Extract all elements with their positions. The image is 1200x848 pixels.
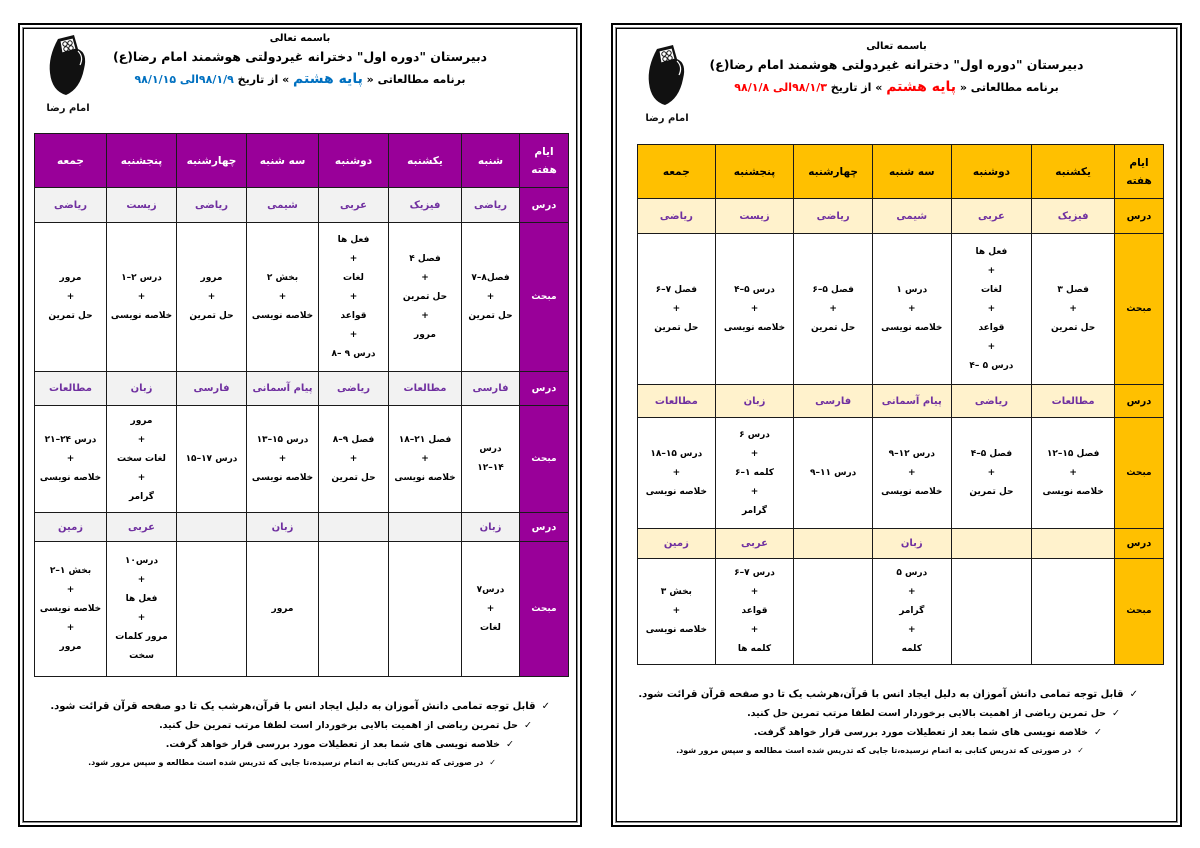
topic-line: قواعد: [978, 322, 1005, 333]
subject-cell: [1032, 529, 1115, 559]
note-item: [638, 708, 1120, 727]
topic-line: درس ۹ –۸: [331, 348, 376, 359]
topic-line: درس۱۰: [124, 556, 159, 566]
topic-cell: [794, 559, 873, 665]
check-icon: ✓: [1129, 689, 1138, 700]
topic-cell: [872, 234, 951, 385]
subject-cell: فارسی: [794, 385, 873, 418]
topic-cell: [177, 406, 247, 513]
topic-row-label: مبحث: [520, 542, 569, 677]
day-header: دوشنبه: [951, 145, 1032, 199]
subject-cell: زمین: [35, 513, 107, 542]
topic-line: +: [137, 472, 146, 483]
topic-cell: [872, 559, 951, 665]
note-text: خلاصه نویسی های شما بعد از تعطیلات مورد بررسی قرار خواهد گرفت.: [165, 739, 501, 750]
topic-line: مرور: [414, 329, 436, 340]
topic-row: [638, 234, 1164, 385]
days-header-row: [638, 145, 1164, 199]
subject-row-label: درس: [1114, 529, 1163, 559]
program-prefix: برنامه مطالعاتی: [377, 73, 466, 86]
subject-cell: [951, 529, 1032, 559]
logo-text: امام رضا: [46, 103, 90, 114]
subject-row: [638, 199, 1164, 234]
topic-row-label: مبحث: [1114, 418, 1163, 529]
subject-cell: ریاضی: [951, 385, 1032, 418]
topic-line: درس ۲–۱: [121, 272, 162, 283]
subject-row-label: درس: [520, 188, 569, 223]
subject-cell: [794, 529, 873, 559]
schedule-page-right: [611, 23, 1182, 827]
topic-cell: [247, 406, 319, 513]
day-header: دوشنبه: [319, 134, 389, 188]
topic-cell: [389, 223, 462, 372]
topic-line: ۱۴–۱۲: [477, 463, 504, 473]
subject-cell: زیست: [715, 199, 794, 234]
subject-cell: عربی: [715, 529, 794, 559]
topic-line: فعل ها: [975, 246, 1008, 257]
subject-cell: مطالعات: [389, 372, 462, 406]
topic-line: فصل ۳: [1057, 284, 1089, 295]
page-header: [613, 41, 1180, 95]
topic-cell: [951, 559, 1032, 665]
topic-line: +: [750, 486, 759, 497]
school-name: دبیرستان "دوره اول" دخترانه غیردولتی هوشمند امام رضا(ع): [112, 49, 488, 64]
note-item: [50, 758, 496, 776]
topic-line: +: [137, 575, 146, 585]
topic-line: مرور: [130, 415, 153, 426]
topic-cell: [177, 223, 247, 372]
topic-line: قواعد: [340, 310, 367, 321]
topic-line: درس ۱: [896, 284, 928, 295]
note-item: [50, 739, 514, 758]
subject-cell: زبان: [107, 372, 177, 406]
subject-cell: عربی: [319, 188, 389, 223]
topic-line: گرامر: [741, 505, 768, 516]
topic-line: درس ۵ –۴: [969, 360, 1014, 371]
topic-line: +: [987, 265, 996, 276]
topic-line: خلاصه نویسی: [881, 486, 943, 497]
topic-cell: [638, 418, 716, 529]
topic-line: +: [750, 303, 759, 314]
topic-line: خلاصه نویسی: [723, 322, 786, 333]
subject-cell: مطالعات: [638, 385, 716, 418]
topic-line: درس ۲۴–۲۱: [44, 434, 97, 445]
topic-row: [35, 223, 569, 372]
subject-cell: زبان: [462, 513, 520, 542]
topic-line: لغات سخت: [117, 453, 166, 464]
topic-line: +: [908, 303, 916, 314]
topic-line: +: [987, 341, 996, 352]
subject-cell: زمین: [638, 529, 716, 559]
program-title: [20, 71, 580, 87]
topic-line: مرور: [200, 272, 223, 283]
topic-cell: [319, 542, 389, 677]
corner-label-line: ایام: [534, 145, 554, 158]
topic-line: لغات: [343, 272, 364, 283]
topic-row-label: مبحث: [520, 406, 569, 513]
subject-cell: ریاضی: [462, 188, 520, 223]
day-header: پنجشنبه: [715, 145, 794, 199]
subject-cell: فیزیک: [1032, 199, 1115, 234]
subject-cell: زیست: [107, 188, 177, 223]
corner-label-line: هفته: [1126, 174, 1152, 187]
topic-cell: [35, 542, 107, 677]
subject-cell: پیام آسمانی: [247, 372, 319, 406]
topic-line: +: [908, 467, 916, 478]
corner-label: [1114, 145, 1163, 199]
grade-close-quote: »: [282, 73, 290, 86]
topic-line: خلاصه نویسی: [881, 322, 943, 333]
date-from-label: از تاریخ: [830, 81, 872, 94]
subject-cell: زبان: [872, 529, 951, 559]
topic-row: [638, 559, 1164, 665]
topic-line: +: [207, 291, 216, 302]
subject-cell: [389, 513, 462, 542]
topic-line: درس ۵–۴: [734, 284, 775, 295]
topic-cell: [319, 223, 389, 372]
note-text: در صورتی که تدریس کتابی به اتمام نرسیده،تا جایی که تدریس شده است مطالعه و سپس مرور شود.: [676, 746, 1072, 755]
subject-cell: ریاضی: [794, 199, 873, 234]
topic-cell: [107, 223, 177, 372]
check-icon: ✓: [1112, 708, 1120, 719]
date-to-label: الی: [773, 81, 793, 94]
topic-cell: [951, 234, 1032, 385]
topic-line: +: [66, 453, 75, 464]
topic-line: +: [278, 291, 287, 302]
topic-line: +: [829, 303, 837, 314]
topic-line: +: [750, 587, 759, 597]
topic-line: مرور: [59, 272, 82, 283]
topic-line: +: [421, 310, 429, 321]
subject-row-label: درس: [1114, 385, 1163, 418]
topic-cell: [951, 418, 1032, 529]
topic-line: خلاصه نویسی: [1042, 486, 1104, 497]
date-from: ۹۸/۱/۹: [198, 73, 234, 86]
grade-open-quote: «: [366, 73, 374, 86]
topic-cell: [389, 406, 462, 513]
notes-list: [50, 701, 550, 776]
subject-row: [35, 513, 569, 542]
subject-cell: عربی: [107, 513, 177, 542]
day-header: جمعه: [35, 134, 107, 188]
page-header: [20, 33, 580, 87]
topic-line: حل تمرین: [1051, 322, 1096, 333]
corner-label-line: هفته: [531, 163, 557, 176]
topic-line: +: [349, 253, 358, 264]
topic-cell: [462, 406, 520, 513]
topic-line: فعل ها: [337, 234, 370, 245]
topic-line: فعل ها: [125, 594, 158, 604]
topic-line: کلمه: [901, 644, 922, 654]
topic-line: حل تمرین: [969, 486, 1014, 497]
topic-line: مرور: [59, 641, 82, 652]
subject-cell: فیزیک: [389, 188, 462, 223]
topic-cell: [107, 542, 177, 677]
topic-line: +: [278, 453, 287, 464]
day-header: پنجشنبه: [107, 134, 177, 188]
day-header: سه شنبه: [872, 145, 951, 199]
topic-line: درس ۶: [739, 429, 770, 440]
topic-line: +: [421, 272, 429, 283]
topic-row: [35, 542, 569, 677]
grade-open-quote: «: [959, 81, 967, 94]
day-header: چهارشنبه: [177, 134, 247, 188]
basmala: باسمه تعالی: [269, 33, 331, 44]
subject-cell: ریاضی: [319, 372, 389, 406]
topic-cell: [247, 223, 319, 372]
topic-line: +: [349, 329, 358, 340]
day-header: شنبه: [462, 134, 520, 188]
logo-text: امام رضا: [645, 113, 689, 124]
topic-line: درس ۵: [896, 568, 928, 578]
topic-line: +: [1069, 467, 1077, 478]
date-to: ۹۸/۱/۱۵: [134, 73, 177, 86]
topic-line: بخش ۲: [266, 272, 299, 283]
subject-cell: [319, 513, 389, 542]
topic-line: +: [486, 291, 495, 302]
topic-line: درس۷: [476, 584, 505, 595]
topic-line: +: [66, 622, 75, 633]
topic-line: +: [349, 453, 358, 464]
topic-line: حل تمرین: [468, 310, 513, 321]
topic-cell: [1032, 418, 1115, 529]
subject-row: [638, 385, 1164, 418]
check-icon: ✓: [489, 758, 496, 767]
note-text: در صورتی که تدریس کتابی به اتمام نرسیده،تا جایی که تدریس شده است مطالعه و سپس مرور شود.: [88, 758, 484, 767]
basmala: باسمه تعالی: [866, 41, 927, 52]
topic-line: بخش ۳: [660, 587, 692, 597]
subject-row-label: درس: [520, 372, 569, 406]
topic-line: خلاصه نویسی: [251, 310, 314, 321]
subject-cell: ریاضی: [35, 188, 107, 223]
grade-label: پایه هشتم: [293, 71, 363, 87]
topic-line: درس ۱۱–۹: [809, 467, 857, 478]
topic-line: حل تمرین: [402, 291, 448, 302]
topic-line: قواعد: [741, 606, 768, 616]
schedule-table: [34, 133, 569, 677]
note-item: [50, 720, 532, 739]
topic-line: خلاصه نویسی: [394, 472, 456, 483]
topic-line: فصل ۴: [409, 253, 441, 264]
schedule-table: [637, 144, 1164, 665]
topic-line: خلاصه نویسی: [110, 310, 173, 321]
schedule-page-left: [18, 23, 582, 827]
topic-line: حل تمرین: [811, 322, 856, 333]
check-icon: ✓: [506, 739, 514, 750]
topic-line: لغات: [980, 284, 1002, 295]
corner-label-line: ایام: [1129, 156, 1149, 169]
topic-line: خلاصه نویسی: [39, 603, 102, 614]
grade-close-quote: »: [875, 81, 883, 94]
topic-line: فصل ۵–۴: [970, 448, 1013, 459]
topic-line: +: [486, 603, 495, 614]
subject-cell: فارسی: [177, 372, 247, 406]
topic-row-label: مبحث: [520, 223, 569, 372]
topic-cell: [872, 418, 951, 529]
topic-line: +: [750, 448, 759, 459]
note-text: حل تمرین ریاضی از اهمیت بالایی برخوردار است لطفا مرتب تمرین حل کنید.: [159, 720, 519, 731]
topic-cell: [794, 234, 873, 385]
topic-line: +: [421, 453, 429, 464]
topic-cell: [389, 542, 462, 677]
topic-cell: [107, 406, 177, 513]
topic-line: +: [66, 584, 75, 595]
topic-line: فصل ۲۱–۱۸: [398, 434, 452, 445]
subject-cell: زبان: [715, 385, 794, 418]
topic-line: +: [750, 625, 759, 635]
topic-cell: [715, 418, 794, 529]
topic-cell: [638, 234, 716, 385]
days-header-row: [35, 134, 569, 188]
subject-row-label: درس: [520, 513, 569, 542]
topic-line: +: [137, 291, 146, 302]
subject-cell: مطالعات: [1032, 385, 1115, 418]
topic-row: [35, 406, 569, 513]
topic-line: درس ۱۷–۱۵: [185, 453, 238, 464]
topic-cell: [462, 223, 520, 372]
subject-cell: فارسی: [462, 372, 520, 406]
topic-row: [638, 418, 1164, 529]
note-item: [638, 746, 1084, 764]
note-text: قابل توجه تمامی دانش آموزان به دلیل ایجاد انس با قرآن،هرشب یک تا دو صفحه قرآن قرائت شود.: [638, 689, 1124, 700]
topic-row-label: مبحث: [1114, 559, 1163, 665]
subject-row: [638, 529, 1164, 559]
note-item: [50, 701, 550, 720]
day-header: چهارشنبه: [794, 145, 873, 199]
day-header: جمعه: [638, 145, 716, 199]
note-item: [638, 689, 1138, 708]
topic-line: +: [349, 291, 358, 302]
note-text: قابل توجه تمامی دانش آموزان به دلیل ایجاد انس با قرآن،هرشب یک تا دو صفحه قرآن قرائت شود.: [50, 701, 536, 712]
subject-row: [35, 188, 569, 223]
topic-line: گرامر: [899, 606, 925, 616]
topic-line: درس ۱۵–۱۳: [256, 434, 309, 445]
school-name: دبیرستان "دوره اول" دخترانه غیردولتی هوشمند امام رضا(ع): [709, 57, 1084, 72]
topic-line: +: [672, 467, 681, 478]
subject-cell: عربی: [951, 199, 1032, 234]
topic-line: +: [137, 613, 146, 623]
topic-cell: [1032, 234, 1115, 385]
topic-cell: [1032, 559, 1115, 665]
topic-line: +: [1069, 303, 1077, 314]
topic-cell: [715, 234, 794, 385]
note-item: [638, 727, 1102, 746]
topic-line: حل تمرین: [331, 472, 376, 483]
topic-line: +: [672, 303, 681, 314]
note-text: خلاصه نویسی های شما بعد از تعطیلات مورد بررسی قرار خواهد گرفت.: [753, 727, 1089, 738]
topic-line: فصل ۱۵–۱۲: [1046, 448, 1100, 459]
subject-cell: ریاضی: [177, 188, 247, 223]
topic-line: درس: [479, 444, 502, 454]
subject-cell: [177, 513, 247, 542]
topic-cell: [462, 542, 520, 677]
topic-cell: [35, 223, 107, 372]
notes-list: [638, 689, 1138, 764]
topic-line: سخت: [129, 651, 154, 661]
topic-line: حل تمرین: [189, 310, 234, 321]
topic-cell: [319, 406, 389, 513]
topic-line: مرور کلمات: [115, 632, 168, 642]
day-header: یکشنبه: [389, 134, 462, 188]
check-icon: ✓: [541, 701, 550, 712]
date-from-label: از تاریخ: [237, 73, 279, 86]
topic-line: کلمه ۱–۶: [734, 467, 775, 478]
topic-line: +: [908, 625, 916, 635]
topic-line: +: [66, 291, 75, 302]
program-prefix: برنامه مطالعاتی: [970, 81, 1059, 94]
date-to: ۹۸/۱/۸: [734, 81, 770, 94]
day-header: سه شنبه: [247, 134, 319, 188]
topic-line: درس ۱۵–۱۸: [650, 448, 703, 459]
grade-label: پایه هشتم: [886, 79, 956, 95]
topic-line: +: [908, 587, 916, 597]
topic-line: خلاصه نویسی: [39, 472, 102, 483]
topic-line: خلاصه نویسی: [251, 472, 314, 483]
topic-line: درس ۷–۶: [734, 568, 775, 578]
topic-row-label: مبحث: [1114, 234, 1163, 385]
corner-label: [520, 134, 569, 188]
subject-cell: شیمی: [872, 199, 951, 234]
topic-cell: [638, 559, 716, 665]
topic-line: +: [987, 467, 996, 478]
topic-line: فصل ۹–۸: [332, 434, 375, 445]
check-icon: ✓: [1077, 746, 1084, 755]
date-from: ۹۸/۱/۳: [792, 81, 827, 94]
topic-line: کلمه ها: [737, 644, 772, 654]
topic-line: خلاصه نویسی: [645, 486, 707, 497]
program-title: [613, 79, 1180, 95]
topic-line: لغات: [480, 622, 501, 633]
subject-cell: مطالعات: [35, 372, 107, 406]
subject-cell: ریاضی: [638, 199, 716, 234]
topic-cell: [247, 542, 319, 677]
subject-row-label: درس: [1114, 199, 1163, 234]
topic-line: مرور: [271, 603, 294, 614]
topic-line: گرامر: [128, 491, 155, 502]
topic-line: درس ۱۲–۹: [888, 448, 935, 459]
subject-row: [35, 372, 569, 406]
topic-line: بخش ۱–۲: [49, 565, 92, 576]
check-icon: ✓: [524, 720, 532, 731]
topic-line: فصل ۵–۶: [812, 284, 854, 295]
topic-line: +: [137, 434, 146, 445]
topic-line: فصل۸–۷: [471, 272, 510, 283]
topic-line: فصل ۷–۶: [655, 284, 698, 295]
topic-cell: [177, 542, 247, 677]
subject-cell: پیام آسمانی: [872, 385, 951, 418]
subject-cell: شیمی: [247, 188, 319, 223]
topic-cell: [715, 559, 794, 665]
day-header: یکشنبه: [1032, 145, 1115, 199]
topic-line: حل تمرین: [48, 310, 93, 321]
topic-line: حل تمرین: [654, 322, 699, 333]
note-text: حل تمرین ریاضی از اهمیت بالایی برخوردار است لطفا مرتب تمرین حل کنید.: [747, 708, 1107, 719]
topic-cell: [794, 418, 873, 529]
check-icon: ✓: [1094, 727, 1102, 738]
topic-line: +: [987, 303, 996, 314]
topic-line: +: [672, 606, 681, 616]
date-to-label: الی: [179, 73, 199, 86]
subject-cell: زبان: [247, 513, 319, 542]
topic-line: خلاصه نویسی: [645, 625, 707, 635]
topic-cell: [35, 406, 107, 513]
